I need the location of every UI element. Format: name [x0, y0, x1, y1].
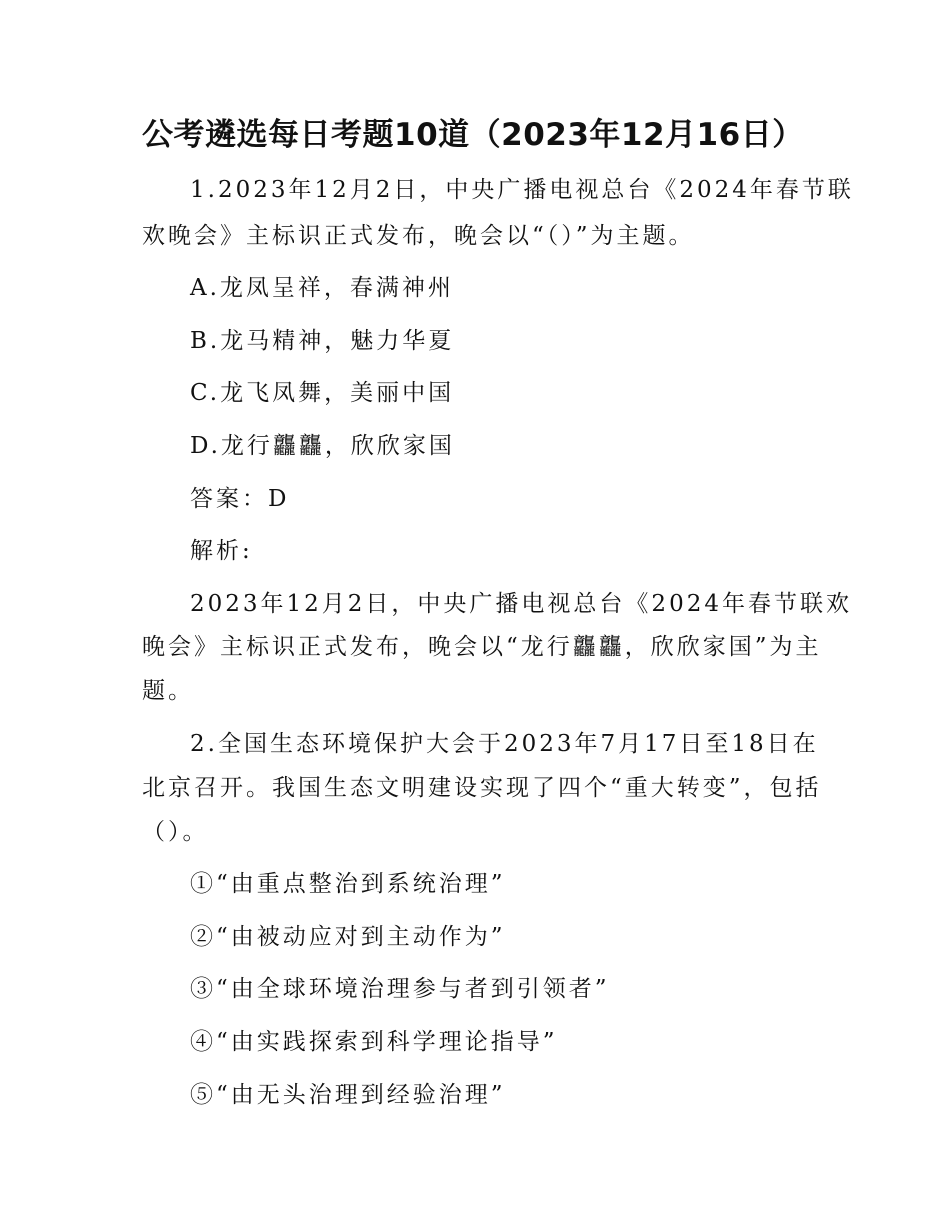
- question-1-stem-line-2: 欢晚会》主标识正式发布，晚会以“（）”为主题。: [142, 223, 695, 249]
- question-1-analysis-label: 解析:: [190, 538, 253, 564]
- question-2-item-3: ③“由全球环境治理参与者到引领者”: [190, 976, 610, 1002]
- question-2-item-5: ⑤“由无头治理到经验治理”: [190, 1082, 506, 1108]
- question-1-stem-line-1: 1.2023年12月2日，中央广播电视总台《2024年春节联: [190, 177, 854, 203]
- question-1-option-b: B.龙马精神，魅力华夏: [190, 328, 455, 354]
- question-1-answer: 答案：D: [190, 486, 290, 512]
- question-2-item-4: ④“由实践探索到科学理论指导”: [190, 1029, 558, 1055]
- question-1-analysis-line-1: 2023年12月2日，中央广播电视总台《2024年春节联欢: [190, 591, 852, 617]
- question-2-stem-line-3: （）。: [142, 819, 209, 845]
- question-2-stem-line-2: 北京召开。我国生态文明建设实现了四个“重大转变”，包括: [142, 775, 822, 801]
- page-title: 公考遴选每日考题10道（2023年12月16日）: [142, 117, 804, 153]
- question-1-option-c: C.龙飞凤舞，美丽中国: [190, 380, 455, 406]
- question-2-stem-line-1: 2.全国生态环境保护大会于2023年7月17日至18日在: [190, 731, 819, 757]
- question-2-item-1: ①“由重点整治到系统治理”: [190, 871, 506, 897]
- question-1-option-a: A.龙凤呈祥，春满神州: [190, 275, 454, 301]
- question-1-analysis-line-2: 晚会》主标识正式发布，晚会以“龙行龘龘，欣欣家国”为主: [142, 634, 822, 660]
- question-1-analysis-line-3: 题。: [142, 678, 194, 704]
- question-2-item-2: ②“由被动应对到主动作为”: [190, 924, 506, 950]
- question-1-option-d: D.龙行龘龘，欣欣家国: [190, 433, 455, 459]
